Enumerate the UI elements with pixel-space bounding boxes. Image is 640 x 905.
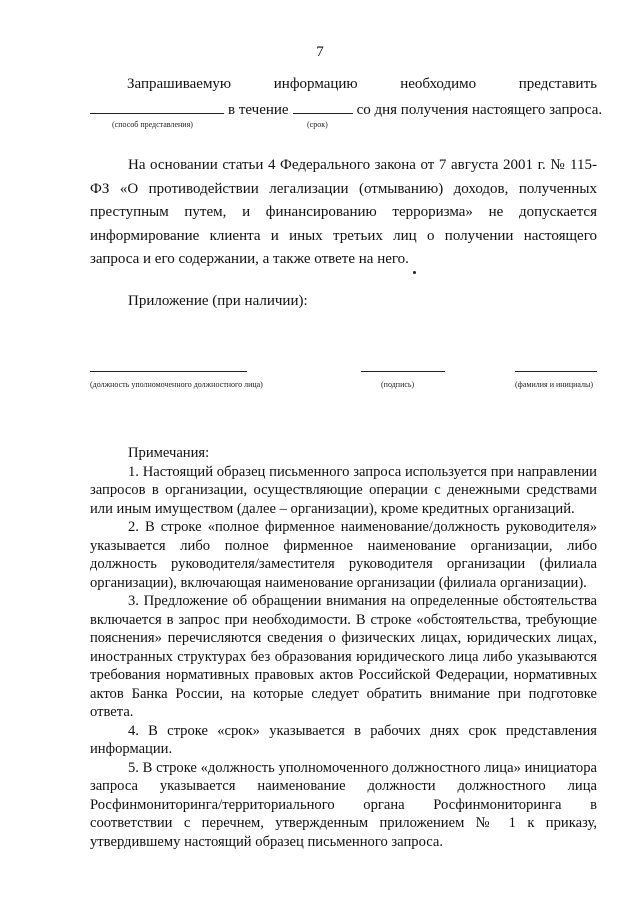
name-line xyxy=(515,371,597,372)
note-item-4: 4. В строке «срок» указывается в рабочих днях срок представления информации. xyxy=(90,722,597,757)
request-word-1: Запрашиваемую xyxy=(127,76,232,92)
method-caption: (способ представления) xyxy=(112,120,193,129)
note-item-1: 1. Настоящий образец письменного запроса используется при направлении запросов в организации, осуществляющие операции с денежными средствами или иным имуществом (далее – организации), кроме кредитных организаций. xyxy=(90,463,597,517)
notes-title: Примечания: xyxy=(128,445,210,461)
note-item-3: 3. Предложение об обращении внимания на определенные обстоятельства включается в запрос при необходимости. В строке «обстоятельства, требующие пояснения» перечисляются сведения о физических лицах, юридических лицах, иностранных структурах без образования юридического лица либо указываются требования нормативных правовых актов Российской Федерации, нормативных актов Банка России, на которые следует обратить внимание при подготовке ответа. xyxy=(90,593,597,720)
stray-dot xyxy=(413,271,416,274)
signature-line xyxy=(361,371,445,372)
request-words-line xyxy=(127,76,597,93)
request-tail-text: со дня получения настоящего запроса. xyxy=(356,102,603,118)
term-caption: (срок) xyxy=(307,120,328,129)
attachment-label: Приложение (при наличии): xyxy=(128,293,308,309)
method-blank xyxy=(90,97,224,114)
page-number: 7 xyxy=(316,44,324,60)
notes-section xyxy=(90,444,597,851)
signature-caption: (подпись) xyxy=(381,380,415,389)
position-line xyxy=(90,371,247,372)
note-item-2: 2. В строке «полное фирменное наименование/должность руководителя» указывается либо полное фирменное наименование организации, либо должность руководителя/заместителя руководителя организации (филиала организации), включающая наименование организации (филиала организации). xyxy=(90,519,597,591)
request-period-line xyxy=(90,97,602,119)
basis-paragraph: На основании статьи 4 Федерального закона от 7 августа 2001 г. № 115-ФЗ «О противодействии легализации (отмыванию) доходов, полученных преступным путем, и финансированию терроризма» не допускается информирование клиента и иных третьих лиц о получении настоящего запроса и его содержании, а также ответе на него. xyxy=(90,157,597,268)
request-word-2: информацию xyxy=(273,76,358,92)
request-word-3: необходимо xyxy=(400,76,477,92)
name-caption: (фамилия и инициалы) xyxy=(515,380,594,389)
in-period-text: в течение xyxy=(228,102,289,118)
request-word-4: представить xyxy=(518,76,597,92)
note-item-5: 5. В строке «должность уполномоченного должностного лица» инициатора запроса указывается наименование должности должностного лица Росфинмониторинга/территориального органа Росфинмониторинга в соответствии с перечнем, утвержденным приложением № 1 к приказу, утвердившему настоящий образец письменного запроса. xyxy=(90,759,597,850)
term-blank xyxy=(293,97,353,114)
position-caption: (должность уполномоченного должностного лица) xyxy=(90,380,263,389)
